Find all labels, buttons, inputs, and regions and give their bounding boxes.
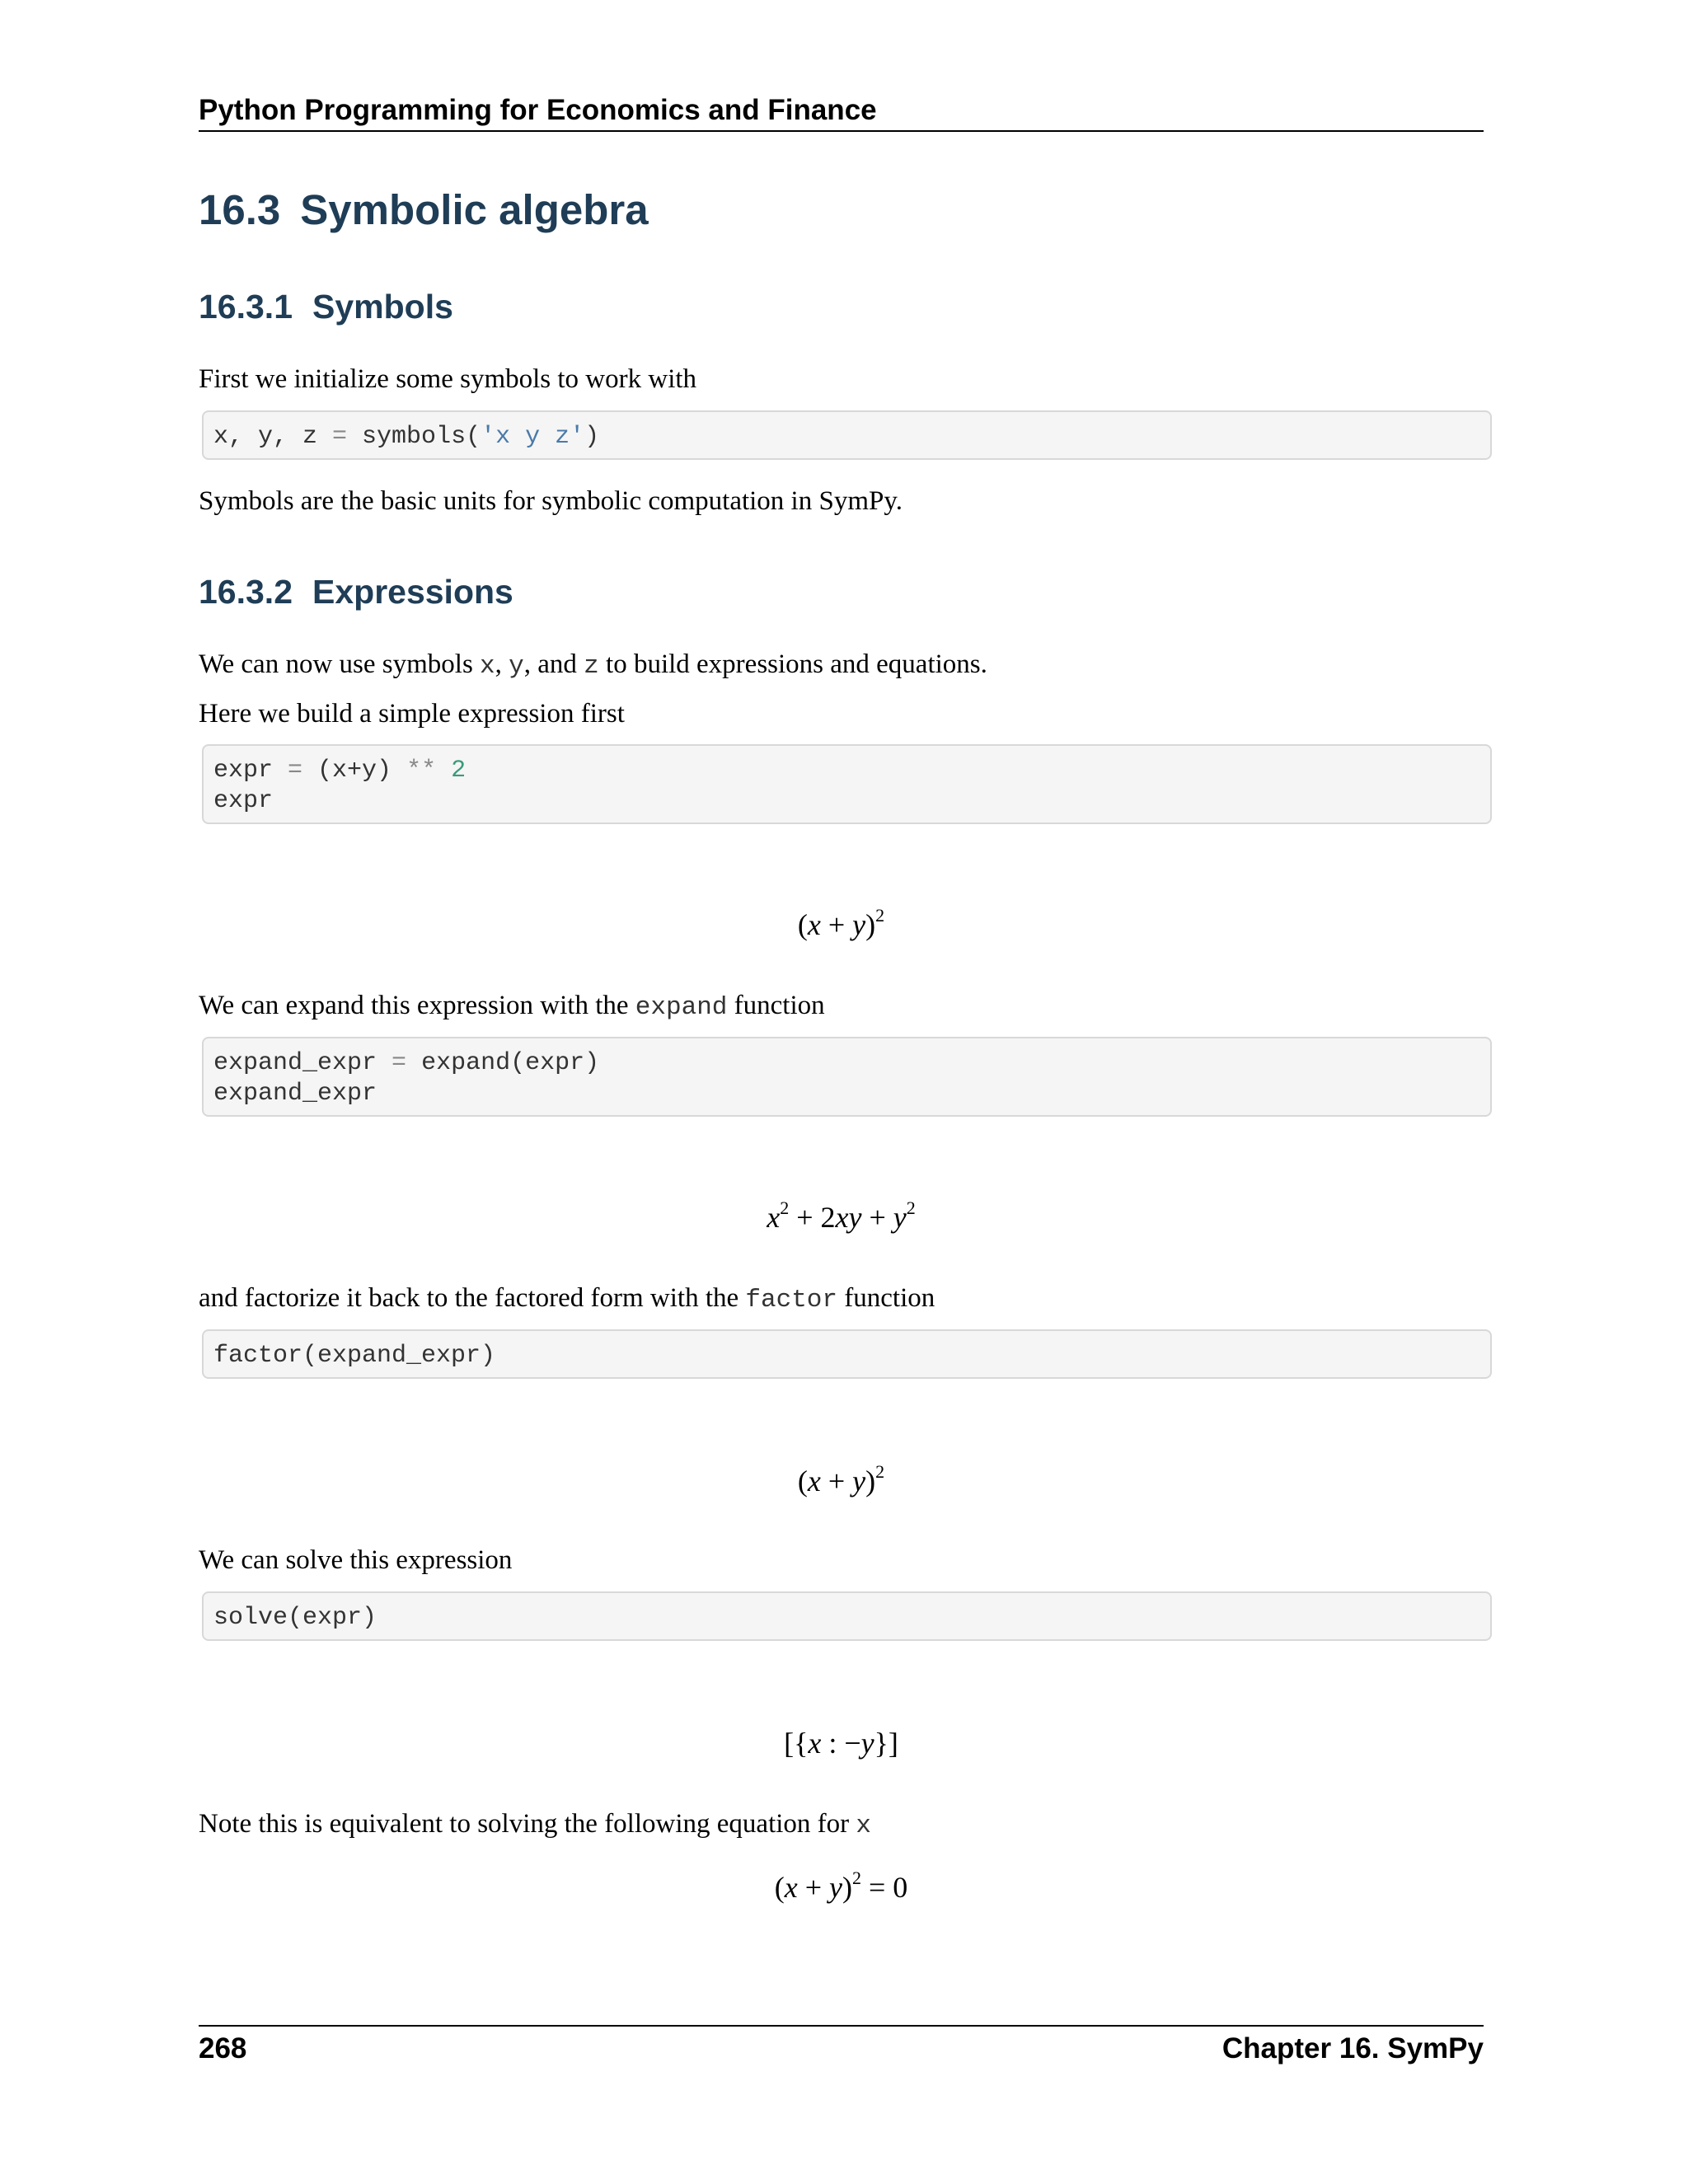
subsection-number: 16.3.1	[199, 288, 293, 326]
running-header: Python Programming for Economics and Finance	[199, 92, 1484, 132]
code-cell-expand: expand_expr = expand(expr) expand_expr	[202, 1037, 1492, 1117]
paragraph-build-expression: Here we build a simple expression first	[199, 699, 625, 729]
code-cell-expr: expr = (x+y) ** 2 expr	[202, 744, 1492, 824]
paragraph-solve-intro: We can solve this expression	[199, 1545, 513, 1575]
code-cell-solve: solve(expr)	[202, 1591, 1492, 1641]
display-equation: $(x + y)^2 = 0$	[774, 1868, 908, 1904]
section-number: 16.3	[199, 186, 281, 233]
output-expand: $x^2 + 2xy + y^2$	[767, 1197, 916, 1234]
section-title: Symbolic algebra	[300, 186, 649, 233]
subsection-heading-symbols	[199, 286, 453, 327]
section-heading	[199, 185, 649, 235]
paragraph-note: Note this is equivalent to solving the following equation for x	[199, 1809, 871, 1840]
chapter-label: Chapter 16. SymPy	[1221, 2032, 1484, 2064]
paragraph-factor-intro: and factorize it back to the factored form with the factor function	[199, 1283, 935, 1315]
output-expr: $(x + y)^2$	[797, 905, 885, 941]
page-number: 268	[199, 2032, 247, 2064]
output-factor: $(x + y)^2$	[797, 1461, 885, 1497]
paragraph-intro-symbols: First we initialize some symbols to work with	[199, 364, 697, 394]
subsection-title: Symbols	[312, 288, 453, 326]
paragraph-use-symbols: We can now use symbols x, y, and z to build expressions and equations.	[199, 649, 987, 681]
paragraph-expand-intro: We can expand this expression with the expand function	[199, 991, 825, 1022]
code-cell-factor: factor(expand_expr)	[202, 1329, 1492, 1379]
subsection-number: 16.3.2	[199, 573, 293, 611]
output-solve: [{x : −y}]	[784, 1727, 898, 1760]
code-cell-symbols: x, y, z = symbols('x y z')	[202, 410, 1492, 460]
subsection-heading-expressions	[199, 571, 513, 612]
footer-rule	[199, 2025, 1484, 2027]
paragraph-symbols-description: Symbols are the basic units for symbolic computation in SymPy.	[199, 486, 903, 516]
subsection-title: Expressions	[312, 573, 513, 611]
